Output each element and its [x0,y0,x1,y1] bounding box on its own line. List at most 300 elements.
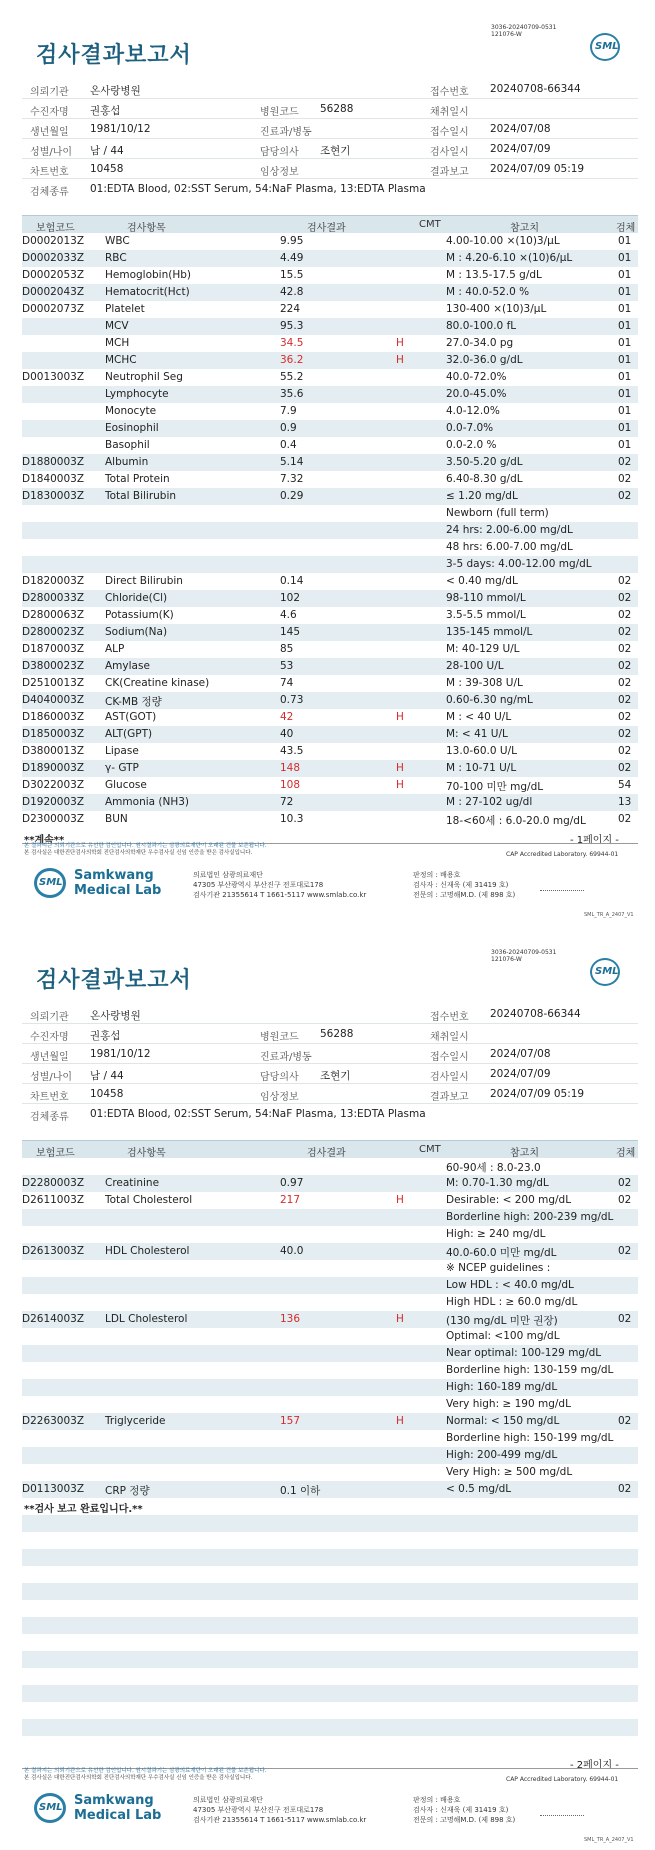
cell-ref: M : 4.20-6.10 ×(10)6/μL [446,252,573,264]
cell-name: LDL Cholesterol [105,1313,188,1325]
cell-result: 0.14 [280,575,304,587]
cell-result: 35.6 [280,388,304,400]
cell-spec: 02 [618,694,632,706]
cell-spec: 02 [618,490,632,502]
cell-code: D1870003Z [22,643,85,655]
cell-ref: 60-90세 : 8.0-23.0 [446,1162,541,1174]
cell-ref: 98-110 mmol/L [446,592,526,604]
empty-row [22,1702,638,1719]
form-version: SML_TR_A_2407_V1 [584,912,634,918]
empty-row [22,1685,638,1702]
cell-result: 4.49 [280,252,304,264]
cell-spec: 01 [618,235,632,247]
brand-name: Samkwang Medical Lab [74,1793,162,1823]
table-row [22,1243,638,1260]
cell-code: D3800013Z [22,745,85,757]
cell-ref: M: 40-129 U/L [446,643,520,655]
test-date-value: 2024/07/09 [490,143,551,155]
cell-name: Total Bilirubin [105,490,177,502]
cell-code: D0002073Z [22,303,85,315]
cell-name: CK-MB 정량 [105,696,162,708]
cell-result: 42.8 [280,286,304,298]
cell-spec: 02 [618,1313,632,1325]
cell-result: 4.6 [280,609,297,621]
cell-ref: (130 mg/dL 미만 권장) [446,1315,558,1327]
cell-ref: 18-<60세 : 6.0-20.0 mg/dL [446,815,586,827]
cell-result: 74 [280,677,294,689]
empty-row [22,1668,638,1685]
cell-spec: 02 [618,1483,632,1495]
table-row [22,352,638,369]
cell-ref: 130-400 ×(10)3/μL [446,303,547,315]
cell-result: 36.2 [280,354,304,366]
cell-spec: 02 [618,660,632,672]
cell-name: Amylase [105,660,150,672]
cell-name: Direct Bilirubin [105,575,183,587]
cell-ref: 32.0-36.0 g/dL [446,354,523,366]
patient-value: 권홍섭 [90,105,121,117]
org-info: 의료법인 삼광의료재단 47305 부산광역시 부산진구 전포대로178 검사기관 21355614 T 1661-5117 www.smlab.co.kr [193,871,367,899]
cell-ref: Very high: ≥ 190 mg/dL [446,1398,571,1410]
cell-name: CRP 정량 [105,1485,150,1497]
empty-row [22,1600,638,1617]
cell-code: D3022003Z [22,779,85,791]
table-row [22,471,638,488]
doctor-value: 조현기 [320,1070,351,1082]
report-complete-note: **검사 보고 완료입니다.** [24,1504,143,1515]
cell-ref: M : < 40 U/L [446,711,512,723]
table-row [22,1277,638,1294]
table-row [22,1294,638,1311]
cell-ref: High: ≥ 240 mg/dL [446,1228,546,1240]
info-row: 차트번호 10458 임상정보 결과보고 2024/07/09 05:19 [22,1084,638,1104]
sex-age-value: 남 / 44 [90,1070,124,1082]
report-date-value: 2024/07/09 05:19 [490,163,585,175]
table-row [22,539,638,556]
cell-name: Total Cholesterol [105,1194,193,1206]
table-row [22,267,638,284]
cell-spec: 13 [618,796,632,808]
cell-name: RBC [105,252,127,264]
signatures: 판정의 : 배용호 검사자 : 신재욱 (제 31419 호) 전문의 : 고명해M.D. (제 898 호) [413,871,516,899]
table-row [22,573,638,590]
cell-flag: H [396,337,404,349]
empty-row [22,1719,638,1736]
cell-ref: M: < 41 U/L [446,728,508,740]
table-row [22,692,638,709]
cell-result: 102 [280,592,301,604]
receipt-no-value: 20240708-66344 [490,83,581,95]
cell-spec: 02 [618,1177,632,1189]
cell-ref: M : 40.0-52.0 % [446,286,530,298]
footer-note: 본 검사실은 대한진단검사의학회 진단검사의학재단 우수검사실 신임 인증을 받은 검사실입니다. [24,850,253,856]
table-row [22,284,638,301]
info-row: 의뢰기관 온사랑병원 접수번호 20240708-66344 [22,1004,638,1024]
cell-result: 0.9 [280,422,297,434]
table-row [22,607,638,624]
cell-spec: 01 [618,354,632,366]
patient-info [22,79,638,198]
empty-row [22,1617,638,1634]
cell-name: Glucose [105,779,147,791]
cell-ref: 6.40-8.30 g/dL [446,473,523,485]
cap-accreditation: CAP Accredited Laboratory. 69944-01 [506,1776,619,1783]
table-row [22,590,638,607]
cell-ref: M : 13.5-17.5 g/dL [446,269,542,281]
cell-code: D2614003Z [22,1313,85,1325]
sex-age-value: 남 / 44 [90,145,124,157]
cell-spec: 02 [618,643,632,655]
cell-result: 15.5 [280,269,304,281]
cell-ref: High HDL : ≥ 60.0 mg/dL [446,1296,578,1308]
cell-code: D2280003Z [22,1177,85,1189]
cell-ref: Borderline high: 130-159 mg/dL [446,1364,614,1376]
cell-flag: H [396,711,404,723]
form-version: SML_TR_A_2407_V1 [584,1837,634,1843]
cell-name: Lipase [105,745,139,757]
cell-result: 7.9 [280,405,297,417]
institution-value: 온사랑병원 [90,1010,141,1022]
cell-result: 7.32 [280,473,304,485]
table-row [22,1226,638,1243]
cell-ref: Borderline high: 150-199 mg/dL [446,1432,614,1444]
receipt-date-value: 2024/07/08 [490,1048,551,1060]
cell-code: D1880003Z [22,456,85,468]
table-row [22,777,638,794]
cell-result: 5.14 [280,456,304,468]
cell-ref: 13.0-60.0 U/L [446,745,517,757]
table-row [22,1328,638,1345]
empty-row [22,1736,638,1753]
cell-code: D1920003Z [22,796,85,808]
cell-name: Basophil [105,439,150,451]
cell-spec: 01 [618,252,632,264]
cell-name: Triglyceride [105,1415,166,1427]
cell-ref: M: 0.70-1.30 mg/dL [446,1177,549,1189]
cell-code: D2611003Z [22,1194,85,1206]
cell-result: 85 [280,643,294,655]
cell-spec: 02 [618,626,632,638]
table-row [22,811,638,828]
table-row [22,1192,638,1209]
cell-ref: Low HDL : < 40.0 mg/dL [446,1279,574,1291]
table-row [22,488,638,505]
continued-note: **계속** [24,835,65,846]
table-row [22,658,638,675]
report-title: 검사결과보고서 [36,43,192,68]
table-header: 보험코드 검사항목 검사결과 CMT 참고치 검체 [22,215,638,233]
cell-code: D0002053Z [22,269,85,281]
cap-accreditation: CAP Accredited Laboratory. 69944-01 [506,851,619,858]
cell-spec: 01 [618,388,632,400]
table-row [22,403,638,420]
cell-ref: M : 10-71 U/L [446,762,517,774]
cell-ref: 20.0-45.0% [446,388,507,400]
cell-name: Lymphocyte [105,388,169,400]
results-table [22,1140,638,1753]
table-row [22,335,638,352]
cell-code: D2263003Z [22,1415,85,1427]
info-row: 검체종류 01:EDTA Blood, 02:SST Serum, 54:NaF Plasma, 13:EDTA Plasma [30,1108,426,1123]
cell-name: γ- GTP [105,762,139,774]
cell-result: 0.29 [280,490,304,502]
cell-name: MCV [105,320,129,332]
receipt-date-value: 2024/07/08 [490,123,551,135]
sml-logo-icon: SML [590,958,620,986]
cell-ref: M : 39-308 U/L [446,677,523,689]
cell-ref: 40.0-60.0 미만 mg/dL [446,1247,557,1259]
cell-result: 157 [280,1415,301,1427]
table-row [22,1260,638,1277]
cell-code: D0002013Z [22,235,85,247]
cell-ref: 3-5 days: 4.00-12.00 mg/dL [446,558,592,570]
results-table [22,215,638,828]
sml-logo-icon: SML [590,33,620,61]
cell-ref: M : 27-102 ug/dl [446,796,533,808]
chart-no-value: 10458 [90,1088,124,1100]
cell-spec: 01 [618,422,632,434]
table-row [22,1158,638,1175]
cell-result: 55.2 [280,371,304,383]
report-date-value: 2024/07/09 05:19 [490,1088,585,1100]
info-row: 성별/나이 남 / 44 담당의사 조현기 검사일시 2024/07/09 [22,1064,638,1084]
cell-name: Creatinine [105,1177,160,1189]
cell-flag: H [396,779,404,791]
table-body [22,233,638,828]
cell-name: Hemoglobin(Hb) [105,269,192,281]
cell-code: D3800023Z [22,660,85,672]
patient-value: 권홍섭 [90,1030,121,1042]
cell-code: D1830003Z [22,490,85,502]
cell-code: D0113003Z [22,1483,85,1495]
cell-flag: H [396,1415,404,1427]
signature-mark [540,880,584,891]
cell-result: 148 [280,762,301,774]
cell-ref: 3.5-5.5 mmol/L [446,609,526,621]
info-row: 수진자명 권홍섭 병원코드 56288 채취일시 [22,1024,638,1044]
footer-note: 본 결과지는 의뢰기관으로 유선한 검인입니다. 원시결과기는 삼광의료재단이 오래된 건물 보존됩니다. [24,1768,267,1774]
table-row [22,556,638,573]
doctor-value: 조현기 [320,145,351,157]
table-row [22,624,638,641]
cell-name: ALT(GPT) [105,728,153,740]
cell-ref: 28-100 U/L [446,660,504,672]
table-row [22,1447,638,1464]
cell-name: Sodium(Na) [105,626,168,638]
cell-spec: 02 [618,1415,632,1427]
cell-ref: 0.60-6.30 ng/mL [446,694,533,706]
cell-result: 9.95 [280,235,304,247]
receipt-no-value: 20240708-66344 [490,1008,581,1020]
cell-name: Neutrophil Seg [105,371,183,383]
info-row: 수진자명 권홍섭 병원코드 56288 채취일시 [22,99,638,119]
table-row [22,1396,638,1413]
cell-ref: Desirable: < 200 mg/dL [446,1194,572,1206]
cell-spec: 01 [618,320,632,332]
table-row [22,301,638,318]
cell-name: Ammonia (NH3) [105,796,190,808]
cell-name: Hematocrit(Hct) [105,286,190,298]
table-row [22,505,638,522]
chart-no-value: 10458 [90,163,124,175]
cell-result: 40.0 [280,1245,304,1257]
info-row: 의뢰기관 온사랑병원 접수번호 20240708-66344 [22,79,638,99]
table-row [22,675,638,692]
cell-code: D1860003Z [22,711,85,723]
page-number: - 2페이지 - [570,1760,619,1771]
table-row [22,369,638,386]
cell-name: ALP [105,643,125,655]
cell-name: BUN [105,813,128,825]
report-title: 검사결과보고서 [36,968,192,993]
cell-ref: < 0.40 mg/dL [446,575,518,587]
cell-ref: 3.50-5.20 g/dL [446,456,523,468]
signature-mark [540,1805,584,1816]
cell-name: AST(GOT) [105,711,157,723]
empty-row [22,1583,638,1600]
empty-row [22,1532,638,1549]
cell-result: 43.5 [280,745,304,757]
table-header: 보험코드 검사항목 검사결과 CMT 참고치 검체 [22,1140,638,1158]
cell-code: D0013003Z [22,371,85,383]
footer-note: 본 검사실은 대한진단검사의학회 진단검사의학재단 우수검사실 신임 인증을 받은 검사실입니다. [24,1775,253,1781]
cell-code: D0002033Z [22,252,85,264]
cell-result: 95.3 [280,320,304,332]
cell-code: D2510013Z [22,677,85,689]
cell-spec: 02 [618,609,632,621]
info-row: 검체종류 01:EDTA Blood, 02:SST Serum, 54:NaF Plasma, 13:EDTA Plasma [30,183,426,198]
cell-spec: 02 [618,728,632,740]
cell-result: 42 [280,711,294,723]
cell-spec: 02 [618,473,632,485]
table-row [22,1464,638,1481]
cell-ref: 4.00-10.00 ×(10)3/μL [446,235,560,247]
table-row [22,454,638,471]
report-page-2 [0,925,655,1850]
cell-ref: Borderline high: 200-239 mg/dL [446,1211,614,1223]
cell-result: 34.5 [280,337,304,349]
cell-spec: 01 [618,337,632,349]
cell-result: 145 [280,626,301,638]
table-row [22,760,638,777]
cell-name: Total Protein [105,473,170,485]
table-row [22,386,638,403]
info-row: 성별/나이 남 / 44 담당의사 조현기 검사일시 2024/07/09 [22,139,638,159]
cell-code: D2300003Z [22,813,85,825]
info-row: 차트번호 10458 임상정보 결과보고 2024/07/09 05:19 [22,159,638,179]
table-row [22,1362,638,1379]
cell-name: Platelet [105,303,145,315]
table-row [22,726,638,743]
cell-ref: ≤ 1.20 mg/dL [446,490,518,502]
cell-ref: Near optimal: 100-129 mg/dL [446,1347,602,1359]
sml-footer-logo-icon: SML [34,1793,66,1823]
cell-name: CK(Creatine kinase) [105,677,210,689]
cell-ref: 135-145 mmol/L [446,626,533,638]
table-row [22,1379,638,1396]
cell-name: HDL Cholesterol [105,1245,190,1257]
table-row [22,1413,638,1430]
empty-row [22,1515,638,1532]
cell-spec: 02 [618,762,632,774]
specimen-value: 01:EDTA Blood, 02:SST Serum, 54:NaF Plasma, 13:EDTA Plasma [90,183,426,195]
birth-value: 1981/10/12 [90,1048,151,1060]
birth-value: 1981/10/12 [90,123,151,135]
cell-spec: 02 [618,711,632,723]
cell-flag: H [396,354,404,366]
empty-row [22,1566,638,1583]
cell-spec: 01 [618,303,632,315]
specimen-value: 01:EDTA Blood, 02:SST Serum, 54:NaF Plasma, 13:EDTA Plasma [90,1108,426,1120]
cell-name: Albumin [105,456,149,468]
cell-code: D2800033Z [22,592,85,604]
cell-name: Eosinophil [105,422,159,434]
cell-code: D0002043Z [22,286,85,298]
cell-result: 0.1 이하 [280,1485,321,1497]
cell-ref: 4.0-12.0% [446,405,500,417]
cell-code: D1840003Z [22,473,85,485]
cell-code: D2613003Z [22,1245,85,1257]
table-row [22,1209,638,1226]
cell-code: D4040003Z [22,694,85,706]
signatures: 판정의 : 배용호 검사자 : 신재욱 (제 31419 호) 전문의 : 고명해M.D. (제 898 호) [413,1796,516,1824]
cell-code: D1820003Z [22,575,85,587]
cell-code: D2800023Z [22,626,85,638]
footer-note: 본 결과지는 의뢰기관으로 유선한 검인입니다. 원시결과기는 삼광의료재단이 오래된 건물 보존됩니다. [24,843,267,849]
table-row [22,522,638,539]
cell-ref: 0.0-2.0 % [446,439,497,451]
table-row [22,1430,638,1447]
cell-ref: Normal: < 150 mg/dL [446,1415,560,1427]
cell-name: Monocyte [105,405,157,417]
cell-ref: Optimal: <100 mg/dL [446,1330,560,1342]
cell-code: D1890003Z [22,762,85,774]
cell-ref: 80.0-100.0 fL [446,320,517,332]
table-row [22,794,638,811]
cell-spec: 54 [618,779,632,791]
cell-spec: 01 [618,439,632,451]
page-number: - 1페이지 - [570,835,619,846]
table-row [22,437,638,454]
cell-ref: < 0.5 mg/dL [446,1483,512,1495]
cell-ref: 70-100 미만 mg/dL [446,781,544,793]
info-row: 생년월일 1981/10/12 진료과/병동 접수일시 2024/07/08 [22,1044,638,1064]
empty-row [22,1549,638,1566]
cell-ref: 24 hrs: 2.00-6.00 mg/dL [446,524,573,536]
cell-ref: 0.0-7.0% [446,422,494,434]
cell-ref: Newborn (full term) [446,507,549,519]
cell-spec: 01 [618,286,632,298]
cell-ref: Very High: ≥ 500 mg/dL [446,1466,573,1478]
cell-flag: H [396,1313,404,1325]
cell-spec: 02 [618,456,632,468]
cell-result: 224 [280,303,301,315]
table-row [22,1175,638,1192]
hospital-code-value: 56288 [320,1028,354,1040]
cell-ref: High: 160-189 mg/dL [446,1381,558,1393]
cell-name: WBC [105,235,130,247]
cell-ref: 48 hrs: 6.00-7.00 mg/dL [446,541,573,553]
cell-name: MCHC [105,354,137,366]
table-row [22,1481,638,1498]
cell-name: MCH [105,337,130,349]
table-row [22,743,638,760]
cell-result: 10.3 [280,813,304,825]
cell-result: 53 [280,660,294,672]
cell-code: D1850003Z [22,728,85,740]
table-row [22,1345,638,1362]
cell-spec: 01 [618,371,632,383]
